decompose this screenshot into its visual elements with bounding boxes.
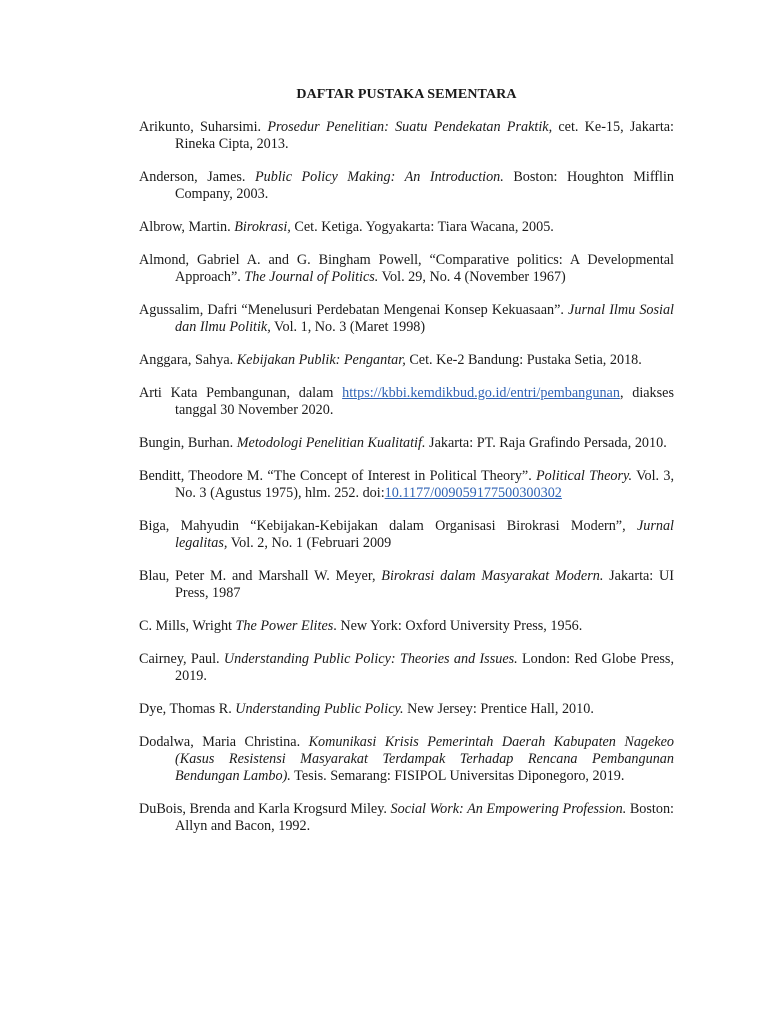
doi-link[interactable]: 10.1177/009059177500300302 [384,485,562,501]
reference-title: The Journal of Politics. [244,269,379,285]
reference-title: Understanding Public Policy. [235,701,404,717]
reference-entry [139,468,674,502]
reference-text: Bungin, Burhan. [139,435,237,451]
reference-entry [139,568,674,602]
reference-title: Metodologi Penelitian Kualitatif. [236,435,426,451]
reference-text: Biga, Mahyudin “Kebijakan-Kebijakan dalam Organisasi Birokrasi Modern”, [139,518,637,534]
reference-entry [139,385,674,419]
reference-entry [139,352,674,369]
reference-text: Arikunto, Suharsimi. [139,119,268,135]
reference-text: Albrow, Martin. [139,219,235,235]
reference-text: C. Mills, Wright [139,618,236,634]
reference-text: Blau, Peter M. and Marshall W. Meyer, [139,568,382,584]
kbbi-url-link[interactable]: https://kbbi.kemdikbud.go.id/entri/pembangunan [342,385,620,401]
reference-title: Jurnal legalitas, [175,518,674,551]
reference-entry [139,219,674,236]
reference-title: Birokrasi, [234,219,291,235]
reference-title: Public Policy Making: An Introduction. [254,169,504,185]
reference-entry [139,302,674,336]
reference-entry [139,518,674,552]
reference-text: Dye, Thomas R. [139,701,236,717]
reference-text: Vol. 29, No. 4 (November 1967) [378,269,566,285]
reference-entry [139,169,674,203]
reference-entry [139,435,674,452]
reference-text: Boston: Allyn and Bacon, 1992. [175,801,674,834]
reference-text: Jakarta: UI Press, 1987 [175,568,674,601]
reference-text: Cairney, Paul. [139,651,224,667]
reference-title: Social Work: An Empowering Profession. [390,801,627,817]
reference-title: Kebijakan Publik: Pengantar, [236,352,406,368]
reference-title: Political Theory. [536,468,633,484]
reference-title: The Power Elites [235,618,334,634]
reference-title: Jurnal Ilmu Sosial dan Ilmu Politik, [175,302,674,335]
reference-entry [139,618,674,635]
reference-text: Cet. Ke-2 Bandung: Pustaka Setia, 2018. [405,352,642,368]
reference-text: Almond, Gabriel A. and G. Bingham Powell, “Comparative politics: A Developmental Approach”. [139,252,674,285]
reference-text: London: Red Globe Press, 2019. [175,651,674,684]
reference-text: Tesis. Semarang: FISIPOL Universitas Diponegoro, 2019. [290,768,625,784]
reference-text: Vol. 1, No. 3 (Maret 1998) [270,319,426,335]
reference-title: Understanding Public Policy: Theories and Issues. [223,651,518,667]
reference-title: Prosedur Penelitian: Suatu Pendekatan Praktik, [267,119,553,135]
reference-entry [139,119,674,153]
reference-entry [139,701,674,718]
reference-text: cet. Ke-15, Jakarta: Rineka Cipta, 2013. [175,119,674,152]
reference-title: Birokrasi dalam Masyarakat Modern. [381,568,604,584]
page-title: DAFTAR PUSTAKA SEMENTARA [296,87,517,102]
reference-list [139,119,674,851]
reference-text: Dodalwa, Maria Christina. [139,734,309,750]
reference-text: , diakses tanggal 30 November 2020. [175,385,674,418]
reference-text: Vol. 2, No. 1 (Februari 2009 [227,535,392,551]
reference-text: Benditt, Theodore M. “The Concept of Interest in Political Theory”. [139,468,537,484]
reference-text: Agussalim, Dafri “Menelusuri Perdebatan Mengenai Konsep Kekuasaan”. [139,302,569,318]
reference-entry [139,801,674,835]
reference-title: Komunikasi Krisis Pemerintah Daerah Kabupaten Nagekeo (Kasus Resistensi Masyarakat Terdampak Terhadap Rencana Pembangunan Bendungan Lambo). [175,734,674,784]
reference-text: Arti Kata Pembangunan, dalam [139,385,343,401]
reference-entry [139,651,674,685]
reference-text: Anderson, James. [139,169,255,185]
reference-entry [139,252,674,286]
reference-text: Boston: Houghton Mifflin Company, 2003. [175,169,674,202]
reference-entry [139,734,674,785]
reference-text: New Jersey: Prentice Hall, 2010. [403,701,594,717]
reference-text: Jakarta: PT. Raja Grafindo Persada, 2010. [425,435,667,451]
reference-text: Vol. 3, No. 3 (Agustus 1975), hlm. 252. doi: [175,468,674,501]
reference-text: Anggara, Sahya. [139,352,237,368]
reference-text: . New York: Oxford University Press, 1956. [333,618,583,634]
reference-text: Cet. Ketiga. Yogyakarta: Tiara Wacana, 2005. [290,219,554,235]
reference-text: DuBois, Brenda and Karla Krogsurd Miley. [139,801,391,817]
